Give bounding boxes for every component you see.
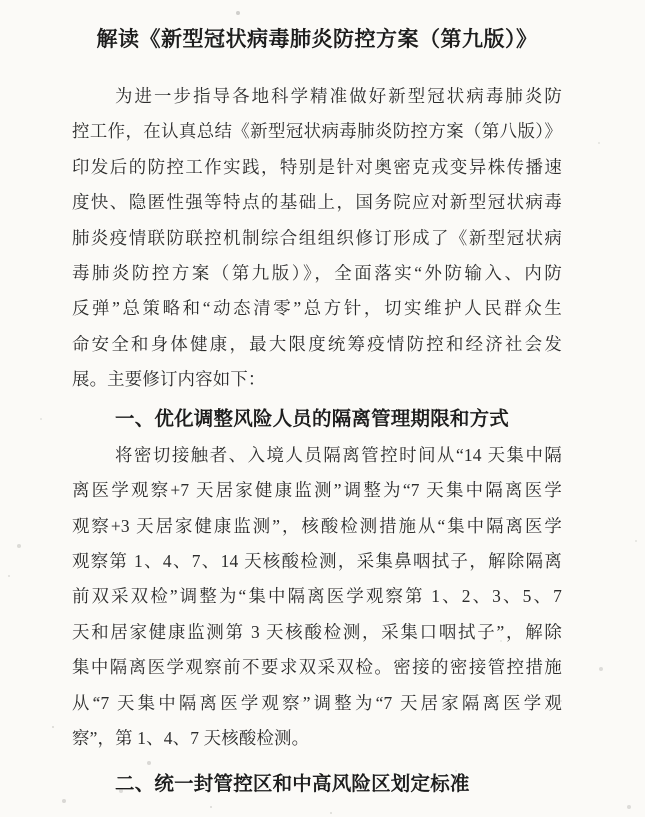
text-line: 天和居家健康监测第 3 天核酸检测，采集口咽拭子”，解除	[72, 621, 562, 642]
text-line: 从“7 天集中隔离医学观察”调整为“7 天居家隔离医学观	[72, 692, 562, 713]
text-line: 观察+3 天居家健康监测”，核酸检测措施从“集中隔离医学	[72, 515, 562, 536]
scan-noise-speckles	[0, 0, 2, 2]
text-line: 肺炎疫情联防联控机制综合组组织修订形成了《新型冠状病	[72, 227, 562, 248]
text-line: 命安全和身体健康，最大限度统筹疫情防控和经济社会发	[72, 333, 562, 354]
text-line: 毒肺炎防控方案（第九版）》，全面落实“外防输入、内防	[72, 262, 562, 283]
text-line: 离医学观察+7 天居家健康监测”调整为“7 天集中隔离医学	[72, 480, 562, 501]
text-line: 将密切接触者、入境人员隔离管控时间从“14 天集中隔	[115, 444, 562, 465]
document-body	[0, 79, 645, 803]
document-title: 解读《新型冠状病毒肺炎防控方案（第九版）》	[96, 28, 538, 51]
text-line: 前双采双检”调整为“集中隔离医学观察第 1、2、3、5、7	[72, 586, 562, 607]
section-heading-1: 一、优化调整风险人员的隔离管理期限和方式	[115, 407, 510, 430]
text-line: 察”，第 1、4、7 天核酸检测。	[72, 728, 310, 749]
text-line: 度快、隐匿性强等特点的基础上，国务院应对新型冠状病毒	[72, 192, 562, 213]
text-line: 为进一步指导各地科学精准做好新型冠状病毒肺炎防	[115, 86, 562, 106]
text-line: 印发后的防控工作实践，特别是针对奥密克戎变异株传播速	[72, 156, 562, 177]
text-line: 反弹”总策略和“动态清零”总方针，切实维护人民群众生	[72, 298, 562, 319]
section-heading-2: 二、统一封管控区和中高风险区划定标准	[115, 773, 470, 796]
paragraph-section-1	[72, 438, 562, 757]
text-line: 观察第 1、4、7、14 天核酸检测，采集鼻咽拭子，解除隔离	[72, 551, 562, 572]
text-line: 集中隔离医学观察前不要求双采双检。密接的密接管控措施	[72, 657, 562, 678]
text-line: 展。主要修订内容如下：	[72, 369, 266, 390]
text-line: 控工作，在认真总结《新型冠状病毒肺炎防控方案（第八版）》	[72, 121, 562, 142]
paragraph-intro	[72, 79, 562, 398]
